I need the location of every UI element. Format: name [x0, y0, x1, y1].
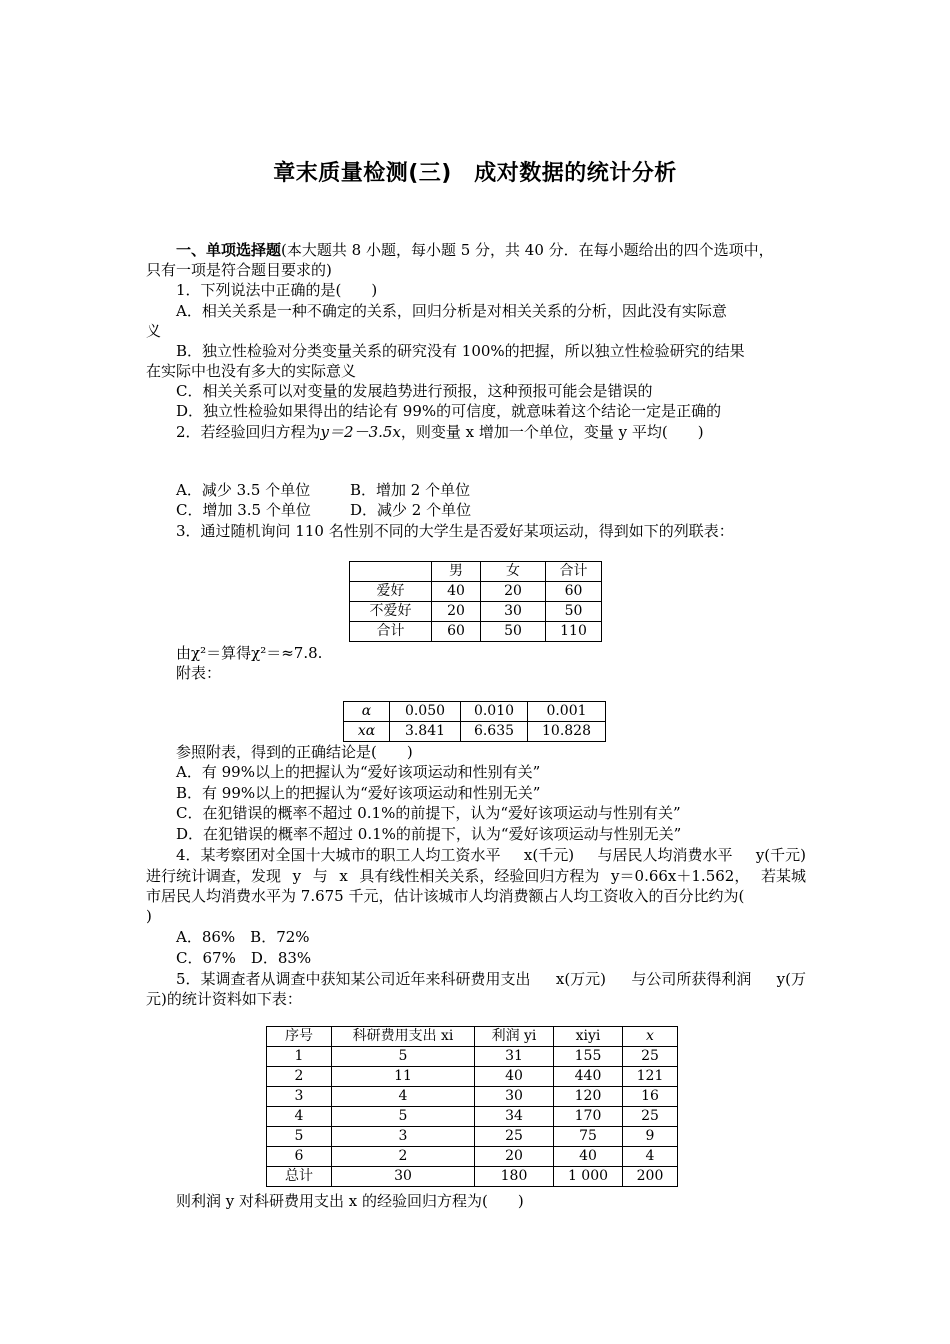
q5-line-2: 元)的统计资料如下表：: [146, 990, 302, 1008]
section-desc-1: (本大题共 8 小题，每小题 5 分，共 40 分．在每小题给出的四个选项中，: [281, 241, 774, 259]
table-row: 2 11 40 440 121: [267, 1067, 678, 1087]
q3-stem: 3．通过随机询问 110 名性别不同的大学生是否爱好某项运动，得到如下的列联表：: [176, 522, 734, 540]
q2-equation: y＝2－3.5x: [320, 423, 401, 441]
q2-stem: 2．若经验回归方程为y＝2－3.5x，则变量 x 增加一个单位，变量 y 平均( ): [176, 423, 704, 441]
q5-line-1: 5．某调查者从调查中获知某公司近年来科研费用支出 x(万元) 与公司所获得利润 y(万: [176, 970, 806, 988]
table-row: 4 5 34 170 25: [267, 1107, 678, 1127]
q4-line-2: 进行统计调查，发现 y 与 x 具有线性相关关系，经验回归方程为 y＝0.66x＋1.562， 若某城: [146, 867, 806, 885]
q1-option-a-2: 义: [146, 322, 162, 340]
table-row: 合计 60 50 110: [350, 622, 602, 642]
q3-option-a: A．有 99%以上的把握认为“爱好该项运动和性别有关”: [176, 763, 541, 781]
table-header-row: 男 女 合计: [350, 562, 602, 582]
q2-option-c: C．增加 3.5 个单位: [176, 501, 311, 519]
table-row: 3 4 30 120 16: [267, 1087, 678, 1107]
q3-option-c: C．在犯错误的概率不超过 0.1%的前提下，认为“爱好该项运动与性别有关”: [176, 804, 681, 822]
q5-final-prompt: 则利润 y 对科研费用支出 x 的经验回归方程为( ): [176, 1192, 524, 1210]
q3-option-b: B．有 99%以上的把握认为“爱好该项运动和性别无关”: [176, 784, 541, 802]
research-data-table: [266, 1026, 678, 1187]
table-row: 爱好 40 20 60: [350, 582, 602, 602]
q2-option-d: D．减少 2 个单位: [350, 501, 472, 519]
section-heading: 一、单项选择题: [176, 241, 282, 259]
q2-option-b: B．增加 2 个单位: [350, 481, 471, 499]
q1-option-b-2: 在实际中也没有多大的实际意义: [146, 362, 357, 380]
q1-option-c: C．相关关系可以对变量的发展趋势进行预报，这种预报可能会是错误的: [176, 382, 653, 400]
q4-options-cd: C．67% D．83%: [176, 949, 312, 967]
table-header-row: 序号 科研费用支出 xi 利润 yi xiyi x: [267, 1027, 678, 1047]
section-intro: [176, 240, 774, 260]
table-row: 6 2 20 40 4: [267, 1147, 678, 1167]
q1-option-a-1: A．相关关系是一种不确定的关系，回归分析是对相关关系的分析，因此没有实际意: [176, 302, 727, 320]
q4-line-4: ): [146, 907, 152, 925]
q2-option-a: A．减少 3.5 个单位: [176, 481, 311, 499]
table-row: 5 3 25 75 9: [267, 1127, 678, 1147]
contingency-table: [349, 561, 602, 642]
page-title: 章末质量检测(三) 成对数据的统计分析: [273, 161, 677, 186]
q1-option-b-1: B．独立性检验对分类变量关系的研究没有 100%的把握，所以独立性检验研究的结果: [176, 342, 745, 360]
table-row: 1 5 31 155 25: [267, 1047, 678, 1067]
critical-value-table: [343, 701, 606, 742]
table-row: 不爱好 20 30 50: [350, 602, 602, 622]
section-desc-2: 只有一项是符合题目要求的): [146, 261, 332, 279]
table-row: α 0.050 0.010 0.001: [344, 702, 606, 722]
q1-stem: 1．下列说法中正确的是( ): [176, 281, 378, 299]
table-row: 总计 30 180 1 000 200: [267, 1167, 678, 1187]
q4-line-1: 4．某考察团对全国十大城市的职工人均工资水平 x(千元) 与居民人均消费水平 y(千元): [176, 846, 806, 864]
q1-option-d: D．独立性检验如果得出的结论有 99%的可信度，就意味着这个结论一定是正确的: [176, 402, 722, 420]
appendix-label: 附表：: [176, 664, 222, 682]
table-row: xα 3.841 6.635 10.828: [344, 722, 606, 742]
q4-line-3: 市居民人均消费水平为 7.675 千元，估计该城市人均消费额占人均工资收入的百分比约为(: [146, 887, 745, 905]
chi-square-line: 由χ²＝算得χ²＝≈7.8.: [176, 644, 323, 662]
q3-option-d: D．在犯错误的概率不超过 0.1%的前提下，认为“爱好该项运动与性别无关”: [176, 825, 682, 843]
q3-prompt: 参照附表，得到的正确结论是( ): [176, 743, 413, 761]
q4-options-ab: A．86% B．72%: [176, 928, 310, 946]
